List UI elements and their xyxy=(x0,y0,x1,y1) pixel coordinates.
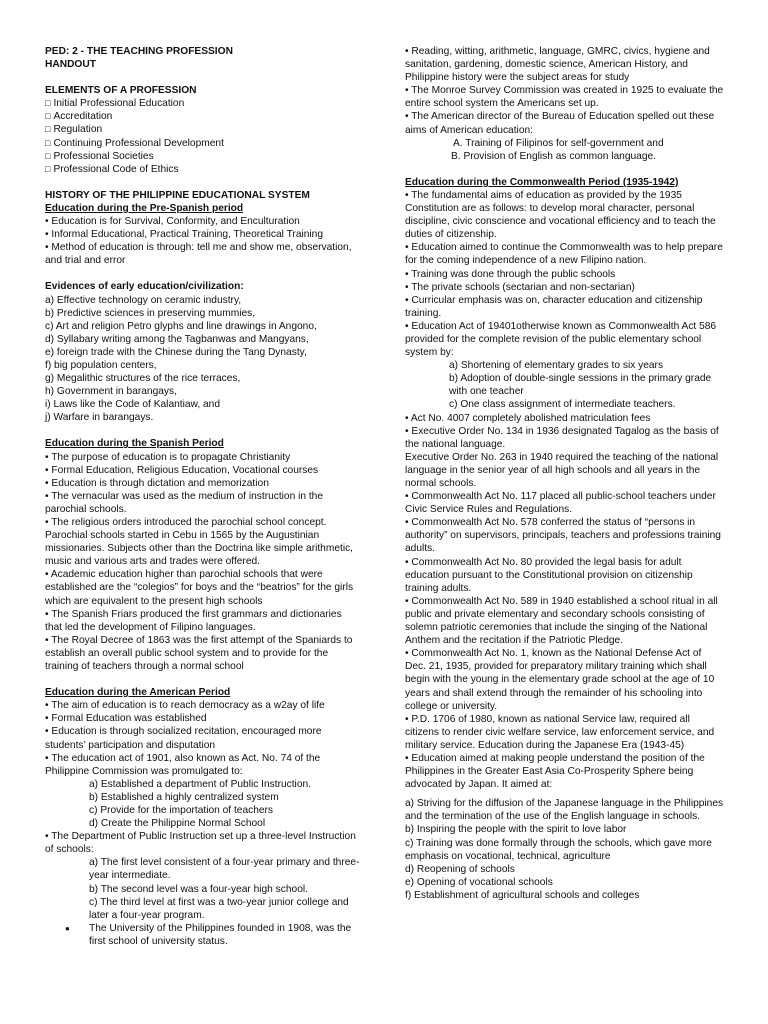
list-item: • The education act of 1901, also known as Act. No. 74 of the Philippine Commission was promulgated to: xyxy=(45,752,321,777)
list-item: □ Accreditation xyxy=(45,110,360,123)
list-item: • The vernacular was used as the medium of instruction in the parochial schools. xyxy=(45,490,324,515)
list-item: d) Syllabary writing among the Tagbanwas and Mangyans, xyxy=(45,333,309,345)
list-item: • Formal Education was established xyxy=(45,713,207,725)
list-item: a) Established a department of Public Instruction. xyxy=(89,778,311,790)
list-item: • The American director of the Bureau of Education spelled out these aims of American education: xyxy=(405,111,715,136)
list-item: • The aim of education is to reach democracy as a w2ay of life xyxy=(45,700,325,712)
list-item: a) Effective technology on ceramic industry, xyxy=(45,294,242,306)
list-item: c) Provide for the importation of teachers xyxy=(89,804,274,816)
doc-title: PED: 2 - THE TEACHING PROFESSION xyxy=(45,46,233,57)
list-item: • Executive Order No. 134 in 1936 designated Tagalog as the basis of the national language. xyxy=(405,425,719,450)
list-item: d) Reopening of schools xyxy=(405,863,515,875)
list-item: • P.D. 1706 of 1980, known as national Service law, required all citizens to render civic welfare service, law enforcement service, and military service. Education during the Japanese Era (1943-45) xyxy=(405,713,715,751)
elements-list xyxy=(45,97,360,176)
list-item: • Commonwealth Act No. 117 placed all public-school teachers under Civic Service Rules and Regulations. xyxy=(405,491,716,516)
list-item: i) Laws like the Code of Kalantiaw, and xyxy=(45,399,220,411)
list-item: c) Training was done formally through the schools, which gave more emphasis on vocational, technical, agriculture xyxy=(405,837,712,862)
list-item: • The Department of Public Instruction set up a three-level Instruction of schools: xyxy=(45,831,356,856)
list-item: • Education is through socialized recitation, encouraged more students’ participation and disputation xyxy=(45,726,322,751)
list-item: • The purpose of education is to propagate Christianity xyxy=(45,451,291,463)
list-item: Executive Order No. 263 in 1940 required the teaching of the national language in the senior year of all high schools and all years in the normal schools. xyxy=(405,451,719,489)
right-column xyxy=(405,45,725,902)
list-item: a) Shortening of elementary grades to six years xyxy=(449,360,664,372)
elements-heading: ELEMENTS OF A PROFESSION xyxy=(45,85,197,97)
list-item: • Education is through dictation and memorization xyxy=(45,477,269,489)
list-item: a) Striving for the diffusion of the Japanese language in the Philippines and the termination of the use of the English language in schools. xyxy=(405,798,724,823)
list-item: • Reading, witting, arithmetic, language, GMRC, civics, hygiene and sanitation, gardening, domestic science, American History, and Philippine history were the subject areas for study xyxy=(405,46,710,84)
list-item: □ Initial Professional Education xyxy=(45,97,360,110)
list-item: B. Provision of English as common language. xyxy=(451,150,656,162)
list-item: d) Create the Philippine Normal School xyxy=(89,818,266,830)
list-item: □ Regulation xyxy=(45,123,360,136)
list-item: c) Art and religion Petro glyphs and line drawings in Angono, xyxy=(45,320,317,332)
list-item: □ Professional Societies xyxy=(45,150,360,163)
list-item: b) Predictive sciences in preserving mummies, xyxy=(45,307,256,319)
list-item: b) Inspiring the people with the spirit to love labor xyxy=(405,824,627,836)
list-item: A. Training of Filipinos for self-government and xyxy=(453,137,664,149)
list-item: • Method of education is through: tell me and show me, observation, and trial and error xyxy=(45,242,352,267)
list-item: • Commonwealth Act No. 578 conferred the status of “persons in authority” on supervisors, principals, teachers and professions training adults. xyxy=(405,517,721,555)
list-item: e) Opening of vocational schools xyxy=(405,876,553,888)
prespanish-heading: Education during the Pre-Spanish period xyxy=(45,202,244,214)
list-item: • Curricular emphasis was on, character education and citizenship training. xyxy=(405,294,703,319)
list-item: c) The third level at first was a two-year junior college and later a four-year program. xyxy=(89,896,349,921)
list-item: • Education is for Survival, Conformity, and Enculturation xyxy=(45,216,300,228)
list-item: • Commonwealth Act No. 1, known as the National Defense Act of Dec. 21, 1935, provided for preparatory military training which shall begin with the young in the elementary grade school at the age of 10 years and shall extend through the remainder of his schooling into college or university. xyxy=(405,648,715,712)
list-item: • Formal Education, Religious Education, Vocational courses xyxy=(45,464,319,476)
list-item: f) big population centers, xyxy=(45,359,157,371)
list-item: f) Establishment of agricultural schools and colleges xyxy=(405,889,640,901)
list-item: c) One class assignment of intermediate teachers. xyxy=(449,399,676,411)
list-item: j) Warfare in barangays. xyxy=(45,412,154,424)
list-item: • The Monroe Survey Commission was created in 1925 to evaluate the entire school system the Americans set up. xyxy=(405,85,724,110)
list-item: □ Continuing Professional Development xyxy=(45,137,360,150)
list-item: a) The first level consistent of a four-year primary and three-year intermediate. xyxy=(89,857,360,882)
history-heading: HISTORY OF THE PHILIPPINE EDUCATIONAL SYSTEM xyxy=(45,189,310,201)
list-item: b) Adoption of double-single sessions in the primary grade with one teacher xyxy=(449,373,712,398)
list-item: • Education aimed to continue the Commonwealth was to help prepare for the coming independence of a new Filipino nation. xyxy=(405,242,723,267)
list-item: • Education Act of 19401otherwise known as Commonwealth Act 586 provided for the complete revision of the public elementary school system by: xyxy=(405,320,717,359)
list-item: g) Megalithic structures of the rice terraces, xyxy=(45,373,241,385)
list-item: b) Established a highly centralized system xyxy=(89,791,279,803)
list-item: e) foreign trade with the Chinese during the Tang Dynasty, xyxy=(45,346,307,358)
list-item: • The fundamental aims of education as provided by the 1935 Constitution are as follows: to develop moral character, personal discipline, civic conscience and vocational efficiency and to teach the duties of citizenship. xyxy=(405,189,716,241)
list-item: h) Government in barangays, xyxy=(45,386,177,398)
evidences-heading: Evidences of early education/civilization: xyxy=(45,281,244,293)
list-item: • The Spanish Friars produced the first grammars and dictionaries that led the development of Filipino languages. xyxy=(45,608,342,633)
doc-subtitle: HANDOUT xyxy=(45,59,96,71)
list-item: • The religious orders introduced the parochial school concept. Parochial schools started in Cebu in 1565 by the Augustinian missionaries. Subjects other than the Doctrina like simple arithmetic, music and various arts and trades were offered. xyxy=(45,517,354,568)
list-item: • Act No. 4007 completely abolished matriculation fees xyxy=(405,412,651,424)
spanish-heading: Education during the Spanish Period xyxy=(45,438,224,450)
list-item: • Academic education higher than parochial schools that were established are the “colegios” for boys and the “beatrios” for the girls which are equivalent to the present high schools xyxy=(45,569,354,607)
list-item: b) The second level was a four-year high school. xyxy=(89,883,308,895)
list-item: • The private schools (sectarian and non-sectarian) xyxy=(405,281,635,293)
list-item: • Informal Educational, Practical Training, Theoretical Training xyxy=(45,229,324,241)
list-item: • Education aimed at making people understand the position of the Philippines in the Greater East Asia Co-Prosperity Sphere being advocated by Japan. It aimed at: xyxy=(405,752,705,791)
list-item: • Training was done through the public schools xyxy=(405,268,616,280)
american-heading: Education during the American Period xyxy=(45,687,231,699)
list-item: • Commonwealth Act No. 80 provided the legal basis for adult education pursuant to the Constitutional provision on citizenship training adults. xyxy=(405,556,693,594)
left-column xyxy=(45,45,360,948)
commonwealth-heading: Education during the Commonwealth Period (1935-1942) xyxy=(405,176,679,188)
list-item: • The Royal Decree of 1863 was the first attempt of the Spaniards to establish an overall public school system and to provide for the training of teachers through a normal school xyxy=(45,634,353,673)
list-item: □ Professional Code of Ethics xyxy=(45,163,360,176)
list-item: ● The University of the Philippines founded in 1908, was the first school of university status. xyxy=(45,922,360,948)
list-item: • Commonwealth Act No. 589 in 1940 established a school ritual in all public and private elementary and secondary schools consisting of solemn patriotic ceremonies that include the singing of the National Anthem and the recitation if the Patriotic Pledge. xyxy=(405,595,718,647)
